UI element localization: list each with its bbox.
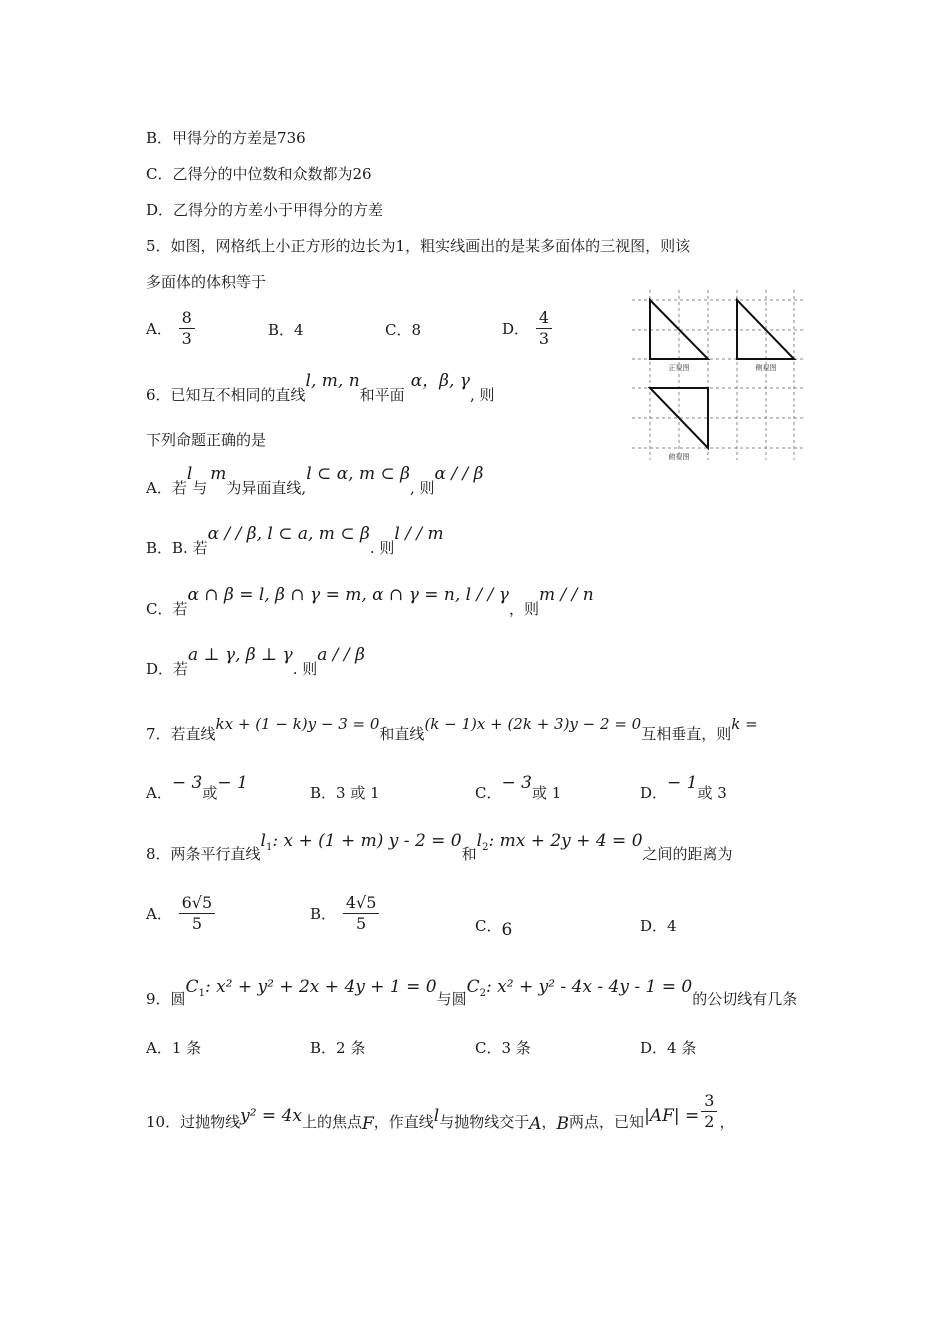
q6-a-result: α / / β — [434, 464, 484, 484]
q9-option-b: B．2 条 — [310, 1039, 366, 1057]
q9-c1-subscript: 1 — [198, 988, 205, 999]
q6-option-a — [146, 463, 484, 497]
q7-d-label: D． — [640, 784, 668, 802]
q6-stem-line1 — [146, 366, 495, 404]
q10-stem — [146, 1091, 734, 1132]
q9-c2-subscript: 2 — [479, 988, 487, 999]
q6-planes: α，β, γ — [410, 371, 470, 391]
q8-a-numerator: 6√5 — [179, 893, 216, 914]
q6-lines: l, m, n — [305, 371, 360, 391]
q6-b-result: l / / m — [394, 524, 444, 544]
q5-option-c: C．8 — [385, 321, 422, 339]
q8-b-numerator: 4√5 — [343, 893, 380, 914]
q5-option-a-numerator: 8 — [179, 308, 195, 329]
q10-line-l: l — [433, 1106, 440, 1126]
q6-a-with: 与 — [192, 479, 208, 497]
q8-option-d: D．4 — [640, 917, 677, 935]
q4-option-d: D．乙得分的方差小于甲得分的方差 — [146, 201, 384, 219]
q10-focus-f: F — [361, 1114, 374, 1134]
q7-a-value-2: − 1 — [217, 773, 248, 793]
q8-b-fraction — [343, 893, 380, 934]
q6-c-then: ，则 — [508, 600, 539, 618]
q7-c-value: − 3 — [501, 773, 532, 793]
q5-option-b: B．4 — [268, 321, 304, 339]
figure-grid — [632, 290, 804, 460]
q10-end-comma: ， — [719, 1113, 735, 1131]
q9-stem-mid: 与圆 — [436, 990, 467, 1008]
q5-option-a-fraction — [179, 308, 195, 349]
q6-d-then: . 则 — [292, 660, 318, 678]
q6-b-prefix: B．B. 若 — [146, 539, 208, 557]
q7-d-rest: 或 3 — [697, 784, 727, 802]
q6-stem-line2: 下列命题正确的是 — [146, 431, 267, 449]
q6-d-condition: a ⊥ γ, β ⊥ γ — [188, 645, 293, 665]
q7-c-rest: 或 1 — [531, 784, 562, 802]
q8-stem — [146, 830, 733, 863]
q8-l1-subscript: 1 — [265, 842, 273, 853]
q8-c-value: 6 — [501, 920, 513, 940]
q6-stem-prefix: 6．已知互不相同的直线 — [146, 386, 306, 404]
q5-option-a-label: A． — [146, 320, 172, 338]
q6-a-m: m — [210, 464, 227, 484]
q7-k-equals: k = — [731, 715, 758, 733]
q8-equation-2: : mx + 2y + 4 = 0 — [488, 831, 643, 851]
q8-option-b — [310, 893, 381, 934]
q7-c-label: C． — [475, 784, 502, 802]
q8-stem-prefix: 8．两条平行直线 — [146, 845, 261, 863]
q10-text-3: 与抛物线交于 — [439, 1113, 530, 1131]
q6-option-c — [146, 584, 594, 618]
q6-option-b — [146, 523, 444, 557]
q10-fraction — [701, 1091, 717, 1132]
q8-c-label: C． — [475, 917, 502, 935]
q6-stem-end: , 则 — [469, 386, 495, 404]
q9-c1: C — [185, 977, 199, 997]
q8-l2-subscript: 2 — [482, 842, 489, 853]
q8-stem-end: 之间的距离为 — [642, 845, 733, 863]
q9-option-a: A．1 条 — [146, 1039, 202, 1057]
q10-stem-prefix: 10．过抛物线 — [146, 1113, 241, 1131]
q7-stem — [146, 713, 758, 743]
q7-option-a — [146, 772, 248, 802]
q10-denominator: 2 — [704, 1112, 715, 1131]
q7-stem-mid: 和直线 — [379, 725, 425, 743]
q9-equation-2: : x² + y² - 4x - 4y - 1 = 0 — [486, 977, 693, 997]
q6-c-condition: α ∩ β = l, β ∩ γ = m, α ∩ γ = n, l / / γ — [187, 585, 509, 605]
q6-a-prefix: A．若 — [146, 479, 187, 497]
q10-parabola-equation: y² = 4x — [240, 1106, 302, 1126]
three-view-figure — [632, 290, 807, 462]
q10-text-4: ， — [541, 1113, 557, 1131]
q8-stem-mid: 和 — [461, 845, 477, 863]
q7-option-d — [640, 772, 727, 802]
q6-b-condition: α / / β, l ⊂ a, m ⊂ β — [207, 524, 370, 544]
q5-option-d — [502, 308, 554, 349]
q8-a-denominator: 5 — [191, 914, 202, 933]
q7-option-b: B．3 或 1 — [310, 784, 380, 802]
q10-numerator: 3 — [701, 1091, 717, 1112]
q6-b-then: . 则 — [369, 539, 395, 557]
q9-stem-prefix: 9．圆 — [146, 990, 186, 1008]
q8-l2: l — [476, 831, 483, 851]
q9-stem-end: 的公切线有几条 — [692, 990, 798, 1008]
q6-d-prefix: D．若 — [146, 660, 189, 678]
q10-text-5: 两点，已知 — [569, 1113, 645, 1131]
q6-c-prefix: C．若 — [146, 600, 188, 618]
q7-a-label: A． — [146, 784, 172, 802]
side-view-label: 侧视图 — [755, 364, 777, 372]
q9-stem — [146, 976, 798, 1008]
q8-equation-1: : x + (1 + m) y - 2 = 0 — [272, 831, 462, 851]
q9-equation-1: : x² + y² + 2x + 4y + 1 = 0 — [204, 977, 437, 997]
q10-af-expression: |AF| = — [644, 1106, 700, 1126]
q5-stem-line2: 多面体的体积等于 — [146, 273, 267, 291]
q5-option-a — [146, 308, 197, 349]
q5-option-d-denominator: 3 — [538, 329, 549, 348]
q6-c-result: m / / n — [538, 585, 594, 605]
q10-text-1: 上的焦点 — [301, 1113, 362, 1131]
q9-option-d: D．4 条 — [640, 1039, 697, 1057]
q8-b-label: B． — [310, 905, 337, 923]
q7-stem-prefix: 7．若直线 — [146, 725, 216, 743]
q6-a-l: l — [186, 464, 193, 484]
q5-option-d-numerator: 4 — [536, 308, 552, 329]
q10-point-a: A — [529, 1114, 542, 1134]
q8-option-c — [475, 915, 513, 940]
q5-option-d-fraction — [536, 308, 552, 349]
q8-a-fraction — [179, 893, 216, 934]
top-view-label: 俯视图 — [668, 453, 690, 461]
q8-option-a — [146, 893, 217, 934]
q8-b-denominator: 5 — [356, 914, 367, 933]
q7-equation-1: kx + (1 − k)y − 3 = 0 — [215, 715, 380, 733]
q7-equation-2: (k − 1)x + (2k + 3)y − 2 = 0 — [424, 715, 642, 733]
q5-option-a-denominator: 3 — [181, 329, 192, 348]
q5-option-d-label: D． — [502, 320, 530, 338]
q6-stem-mid: 和平面 — [359, 386, 405, 404]
q9-option-c: C．3 条 — [475, 1039, 531, 1057]
q7-a-or: 或 — [202, 784, 218, 802]
q4-option-c: C．乙得分的中位数和众数都为26 — [146, 165, 372, 183]
q6-a-mid: 为异面直线, — [226, 479, 307, 497]
q4-option-b: B．甲得分的方差是736 — [146, 129, 306, 147]
q7-d-value: − 1 — [667, 773, 698, 793]
q6-a-condition: l ⊂ α, m ⊂ β — [306, 464, 410, 484]
q7-stem-end: 互相垂直，则 — [641, 725, 732, 743]
q9-c2: C — [466, 977, 480, 997]
q7-a-value-1: − 3 — [171, 773, 203, 793]
q8-a-label: A． — [146, 905, 172, 923]
q6-option-d — [146, 644, 365, 678]
q10-point-b: B — [556, 1114, 570, 1134]
q6-a-then: , 则 — [409, 479, 435, 497]
q5-stem-line1: 5．如图，网格纸上小正方形的边长为1，粗实线画出的是某多面体的三视图，则该 — [146, 237, 691, 255]
q7-option-c — [475, 772, 562, 802]
front-view-label: 正视图 — [668, 364, 690, 372]
q6-d-result: a / / β — [317, 645, 365, 665]
q8-l1: l — [260, 831, 266, 851]
q10-text-2: ，作直线 — [373, 1113, 434, 1131]
